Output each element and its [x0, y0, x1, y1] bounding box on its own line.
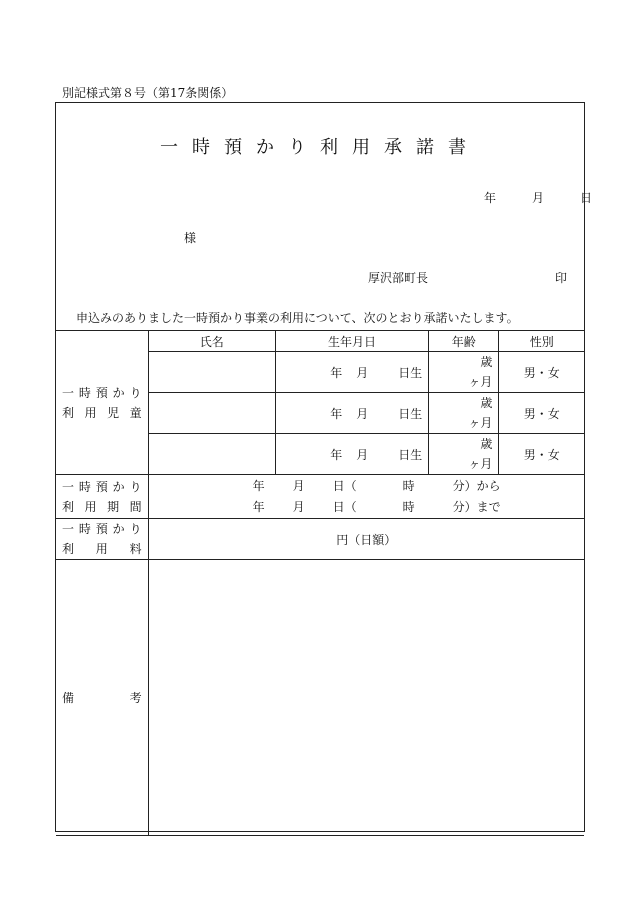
date-year-label: 年 — [484, 191, 497, 205]
period-row — [56, 475, 584, 519]
period-label: 一 時 預 か り 利 用 期 間 — [56, 475, 148, 519]
child-label-line2: 利 用 児 童 — [62, 405, 142, 420]
remarks-row — [56, 560, 584, 836]
date-day-label: 日 — [579, 191, 592, 205]
issue-date — [484, 189, 592, 206]
document-title: 一時預かり利用承諾書 — [160, 137, 480, 158]
addressee-suffix: 様 — [184, 231, 197, 245]
child-sex-cell[interactable]: 男・女 — [499, 434, 584, 475]
remarks-cell[interactable] — [148, 560, 584, 836]
form-reference: 別記様式第８号（第17条関係） — [62, 86, 234, 100]
fee-cell[interactable]: 円（日額） — [148, 519, 584, 560]
period-from: 年 月 日（ 時 分）から — [252, 478, 501, 493]
header-name: 氏名 — [148, 331, 275, 352]
child-label — [56, 331, 148, 475]
child-age-cell[interactable]: 歳 ヶ月 — [429, 352, 499, 393]
header-dob: 生年月日 — [275, 331, 428, 352]
approval-table — [56, 330, 584, 836]
child-sex-cell[interactable]: 男・女 — [499, 393, 584, 434]
child-name-cell[interactable] — [148, 352, 275, 393]
issuer-title: 厚沢部町長 — [368, 271, 429, 285]
seal-mark: 印 — [555, 271, 568, 285]
child-name-cell[interactable] — [148, 393, 275, 434]
child-dob-cell[interactable]: 年 月 日生 — [275, 434, 428, 475]
remarks-label: 備 考 — [56, 560, 148, 836]
intro-text: 申込みのありました一時預かり事業の利用について、次のとおり承諾いたします。 — [76, 311, 519, 325]
child-name-cell[interactable] — [148, 434, 275, 475]
child-dob-cell[interactable]: 年 月 日生 — [275, 393, 428, 434]
header-age: 年齢 — [429, 331, 499, 352]
child-age-cell[interactable]: 歳 ヶ月 — [429, 393, 499, 434]
fee-label: 一 時 預 か り 利 用 料 — [56, 519, 148, 560]
child-age-cell[interactable]: 歳 ヶ月 — [429, 434, 499, 475]
period-cell[interactable] — [148, 475, 584, 519]
child-dob-cell[interactable]: 年 月 日生 — [275, 352, 428, 393]
header-sex: 性別 — [499, 331, 584, 352]
fee-row — [56, 519, 584, 560]
date-month-label: 月 — [531, 191, 544, 205]
period-to: 年 月 日（ 時 分）まで — [252, 499, 501, 514]
child-label-line1: 一 時 預 か り — [62, 385, 142, 400]
form-frame — [55, 102, 592, 832]
child-sex-cell[interactable]: 男・女 — [499, 352, 584, 393]
